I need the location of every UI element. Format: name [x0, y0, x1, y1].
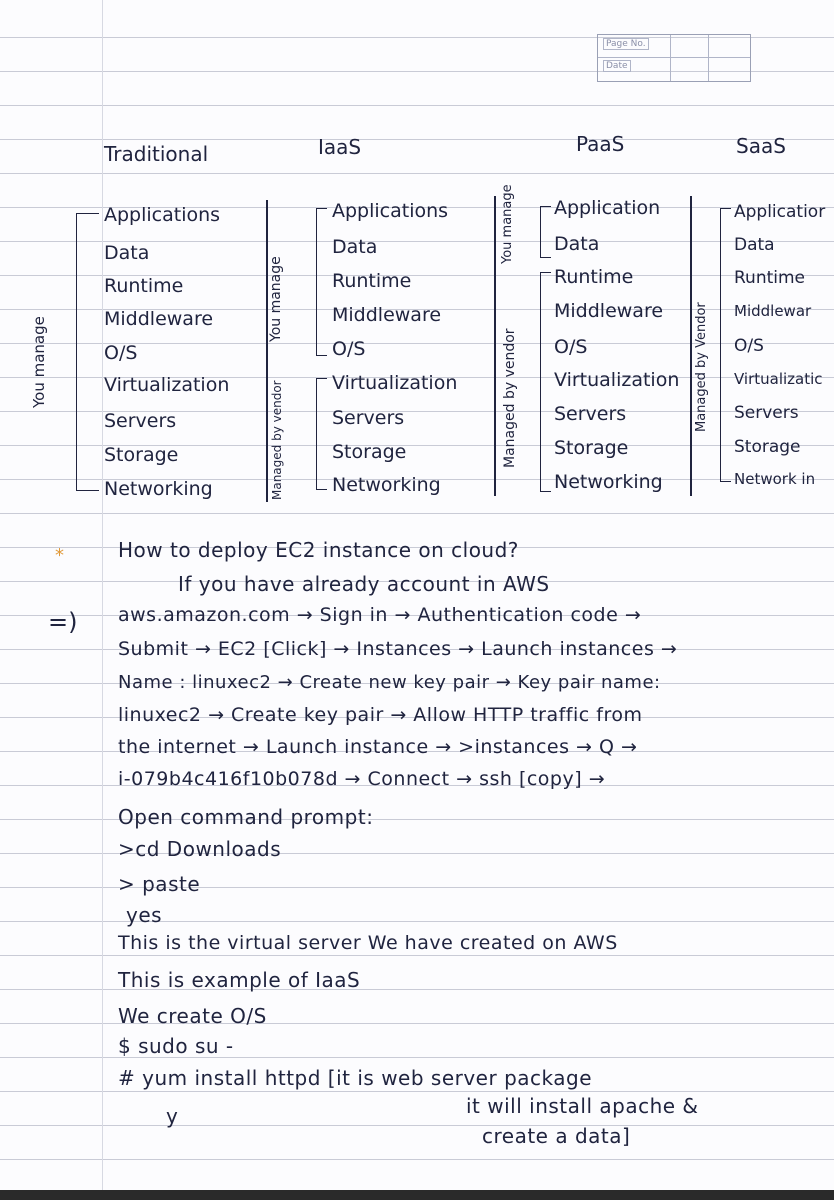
- margin-line: [102, 0, 103, 1200]
- saas-layer: Middlewar: [734, 302, 812, 320]
- traditional-you-manage-label: You manage: [30, 316, 48, 408]
- paas-layer: Middleware: [554, 300, 664, 322]
- iaas-layer: O/S: [332, 338, 366, 360]
- saas-layer: Storage: [734, 437, 801, 457]
- saas-layer: Servers: [734, 403, 799, 423]
- column-title-saas: SaaS: [736, 134, 786, 158]
- paas-layer: Virtualization: [554, 369, 680, 391]
- note-line: This is example of IaaS: [118, 968, 361, 992]
- traditional-bracket: [76, 213, 99, 491]
- note-line: it will install apache &: [466, 1094, 699, 1118]
- traditional-layer: Middleware: [104, 308, 214, 330]
- paas-you-manage-bracket: [540, 206, 551, 258]
- note-line: Open command prompt:: [118, 805, 374, 829]
- note-line: aws.amazon.com → Sign in → Authentication code →: [118, 604, 642, 626]
- saas-managed-by-vendor-label: Managed by Vendor: [694, 302, 709, 432]
- column-title-paas: PaaS: [576, 132, 625, 156]
- column-title-traditional: Traditional: [104, 142, 209, 166]
- iaas-layer: Networking: [332, 474, 441, 496]
- iaas-layer: Storage: [332, 441, 407, 463]
- iaas-managed-by-vendor-label: Managed by vendor: [270, 380, 284, 500]
- page-number-date-box: [597, 34, 751, 82]
- saas-layer: Applicatior: [734, 202, 826, 222]
- note-line: > paste: [118, 872, 201, 896]
- note-line: How to deploy EC2 instance on cloud?: [118, 538, 519, 562]
- note-line: create a data]: [482, 1124, 631, 1148]
- traditional-layer: Virtualization: [104, 374, 230, 396]
- traditional-layer: Runtime: [104, 275, 184, 297]
- note-line: i-079b4c416f10b078d → Connect → ssh [copy] →: [118, 768, 606, 790]
- saas-layer: Network in: [734, 470, 816, 488]
- traditional-layer: Applications: [104, 204, 221, 226]
- paas-layer: O/S: [554, 336, 588, 358]
- iaas-you-manage-bracket: [316, 208, 327, 356]
- saas-layer: Data: [734, 235, 775, 255]
- iaas-layer: Applications: [332, 200, 449, 222]
- iaas-layer: Servers: [332, 407, 405, 429]
- paas-layer: Servers: [554, 403, 627, 425]
- paas-layer: Networking: [554, 471, 663, 493]
- page-no-label: Page No.: [603, 38, 649, 50]
- traditional-layer: Data: [104, 242, 150, 264]
- note-line: linuxec2 → Create key pair → Allow HTTP traffic from: [118, 704, 643, 726]
- note-line: >cd Downloads: [118, 837, 282, 861]
- iaas-vendor-bracket: [316, 378, 327, 490]
- saas-layer: O/S: [734, 336, 764, 356]
- note-line: the internet → Launch instance → >instances → Q →: [118, 736, 638, 758]
- iaas-layer: Virtualization: [332, 372, 458, 394]
- note-line: Name : linuxec2 → Create new key pair → Key pair name:: [118, 672, 661, 693]
- traditional-layer: Servers: [104, 410, 177, 432]
- star-marker: *: [55, 545, 64, 566]
- note-line: We create O/S: [118, 1004, 267, 1028]
- date-label: Date: [603, 60, 631, 72]
- note-line: yes: [126, 903, 163, 927]
- note-line: $ sudo su -: [118, 1034, 234, 1058]
- paas-you-manage-label: You manage: [500, 184, 515, 264]
- saas-layer: Virtualizatic: [734, 370, 823, 388]
- note-line: # yum install httpd [it is web server package: [118, 1066, 593, 1090]
- paas-layer: Storage: [554, 437, 629, 459]
- note-line: This is the virtual server We have created on AWS: [118, 932, 618, 954]
- paas-layer: Data: [554, 233, 600, 255]
- saas-vendor-bracket: [720, 208, 731, 482]
- saas-layer: Runtime: [734, 268, 806, 288]
- paas-layer: Runtime: [554, 266, 634, 288]
- iaas-layer: Runtime: [332, 270, 412, 292]
- note-line: If you have already account in AWS: [178, 572, 550, 596]
- implies-marker: =): [48, 608, 78, 636]
- paas-vendor-bracket: [540, 272, 551, 492]
- note-line: Submit → EC2 [Click] → Instances → Launch instances →: [118, 638, 678, 660]
- notebook-binding: [0, 1190, 834, 1200]
- paas-managed-by-vendor-label: Managed by vendor: [502, 328, 518, 468]
- column-title-iaas: IaaS: [318, 135, 362, 159]
- iaas-you-manage-label: You manage: [268, 256, 284, 342]
- iaas-layer: Data: [332, 236, 378, 258]
- traditional-layer: Storage: [104, 444, 179, 466]
- iaas-layer: Middleware: [332, 304, 442, 326]
- paas-layer: Application: [554, 197, 661, 219]
- traditional-layer: Networking: [104, 478, 213, 500]
- note-line: y: [166, 1104, 179, 1128]
- traditional-layer: O/S: [104, 342, 138, 364]
